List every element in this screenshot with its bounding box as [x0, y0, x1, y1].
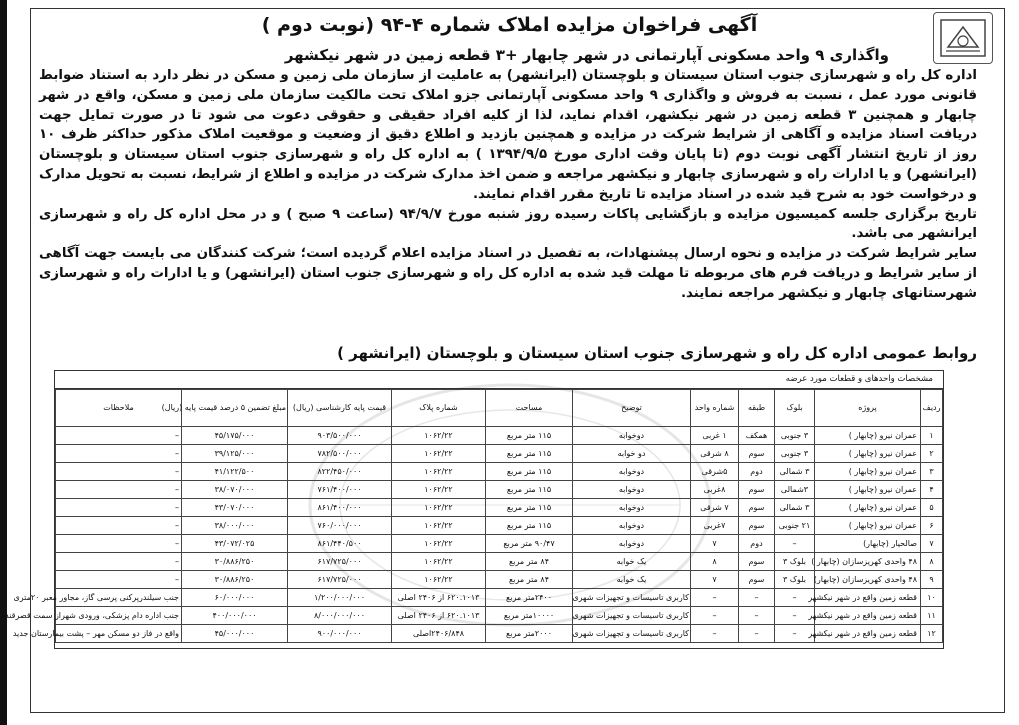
table-cell: دوم [739, 463, 775, 481]
table-row [56, 625, 943, 643]
table-row [56, 571, 943, 589]
table-cell: ۱۰۶۲/۲۲ [392, 445, 486, 463]
table-cell: ۳ [921, 463, 943, 481]
table-cell: – [775, 607, 815, 625]
table-cell: – [691, 625, 739, 643]
table-cell: ۷غربی [691, 517, 739, 535]
table-cell: ۲ [921, 445, 943, 463]
table-cell: ۱۰۶۲/۲۲ [392, 481, 486, 499]
table-cell: کاربری تاسیسات و تجهیزات شهری [573, 625, 691, 643]
table-cell: ۱۰ [921, 589, 943, 607]
table-cell: ۶۱۷/۷۲۵/۰۰۰ [288, 571, 392, 589]
table-cell: ۱۰۰۰۰متر مربع [486, 607, 573, 625]
table-cell: – [56, 445, 182, 463]
header-cell: ملاحظات [56, 390, 182, 427]
table-cell: یک خوابه [573, 553, 691, 571]
table-cell: ۳۰/۸۸۶/۲۵۰ [182, 571, 288, 589]
paragraph: سایر شرایط شرکت در مزایده و نحوه ارسال پیشنهادات، به تفصیل در اسناد مزایده اعلام گردیده است؛ شرکت کنندگان می بایست جهت آگاهی از سایر شرایط و دریافت فرم های مربوطه تا مهلت قید شده به اداره کل راه و شهرسازی جنوب استان (ایرانشهر) و یا ادارات راه و شهرسازی شهرستانهای چابهار و نیکشهر مراجعه نمایند. [39, 246, 977, 301]
table-cell: – [775, 625, 815, 643]
table-cell: قطعه زمین واقع در شهر نیکشهر [815, 589, 921, 607]
header-cell: توضیح [573, 390, 691, 427]
table-cell: – [739, 607, 775, 625]
table-row [56, 445, 943, 463]
table-row [56, 607, 943, 625]
table-cell: سوم [739, 571, 775, 589]
table-cell: ۸۶۱/۴۴۰/۵۰۰ [288, 535, 392, 553]
table-cell: ۸ شرقی [691, 445, 739, 463]
table-cell: کاربری تاسیسات و تجهیزات شهری [573, 589, 691, 607]
table-cell: بلوک ۳ [775, 553, 815, 571]
table-cell: – [56, 463, 182, 481]
table-cell: ۳۹/۱۲۵/۰۰۰ [182, 445, 288, 463]
table-cell: ۴۵/۱۷۵/۰۰۰ [182, 427, 288, 445]
table-cell: عمران نیرو (چابهار ) [815, 481, 921, 499]
table-cell: ۶ [921, 517, 943, 535]
table-cell: ۱۰۶۲/۲۲ [392, 535, 486, 553]
table-cell: جنب اداره دام پزشکی، ورودی شهراز سمت قصرقند [56, 607, 182, 625]
table-cell: ۷ شرقی [691, 499, 739, 517]
table-cell: عمران نیرو (چابهار ) [815, 445, 921, 463]
table-cell: – [56, 571, 182, 589]
table-cell: ۱۱۵ متر مربع [486, 445, 573, 463]
table-row [56, 535, 943, 553]
table-cell: ۹ [921, 571, 943, 589]
table-cell: ۳۸/۰۰۰/۰۰۰ [182, 517, 288, 535]
page-title: آگهی فراخوان مزایده املاک شماره ۴-۹۴ (نوبت دوم ) [261, 14, 758, 36]
table-cell: ۵ [921, 499, 943, 517]
table-cell: دوخوابه [573, 481, 691, 499]
table-cell: ۸۲۲/۴۵۰/۰۰۰ [288, 463, 392, 481]
table-cell: دوخوابه [573, 517, 691, 535]
table-cell: ۴۸ واحدی کهریزسازان (چابهار ) [815, 553, 921, 571]
table-cell: ۸۶۱/۴۰۰/۰۰۰ [288, 499, 392, 517]
table-cell: ۹۰۳/۵۰۰/۰۰۰ [288, 427, 392, 445]
table-cell: ۸۴ متر مربع [486, 571, 573, 589]
header-cell: ردیف [921, 390, 943, 427]
table-cell: ۱۱۵ متر مربع [486, 427, 573, 445]
table-cell: ۹۰/۴۷ متر مربع [486, 535, 573, 553]
table-cell: ۶۰/۰۰۰/۰۰۰ [182, 589, 288, 607]
table-cell: ۲۱ جنوبی [775, 517, 815, 535]
header-cell: مساحت [486, 390, 573, 427]
table-cell: ۳ شمالی [775, 499, 815, 517]
paragraph: تاریخ برگزاری جلسه کمیسیون مزایده و بازگشایی پاکات رسیده روز شنبه مورخ ۹۴/۹/۷ (ساعت ۹ صبح ) و در محل اداره کل راه و شهرسازی ایرانشهر می باشد. [39, 206, 977, 242]
table-cell: ۷ [691, 571, 739, 589]
table-cell: همکف [739, 427, 775, 445]
table-cell: ۱۱۵ متر مربع [486, 463, 573, 481]
table-cell: ۱۱۵ متر مربع [486, 499, 573, 517]
table-cell: سوم [739, 499, 775, 517]
table-cell: یک خوابه [573, 571, 691, 589]
table-cell: دوخوابه [573, 463, 691, 481]
table-cell: ۶۲۰.۱۰۱۳ از ۲۴۰۶ اصلی [392, 589, 486, 607]
table-cell: ۸غربی [691, 481, 739, 499]
table-cell: ۶۱۷/۷۲۵/۰۰۰ [288, 553, 392, 571]
header-cell: مبلغ تضمین ۵ درصد قیمت پایه (ریال) [182, 390, 288, 427]
table-cell: ۸ [691, 553, 739, 571]
table-cell: ۹۰۰/۰۰۰/۰۰۰ [288, 625, 392, 643]
table-cell: جنب سیلندرپرکنی پرسی گاز، مجاور معبر ۲۰متری [56, 589, 182, 607]
table-cell: قطعه زمین واقع در شهر نیکشهر [815, 607, 921, 625]
announcement-body [39, 66, 977, 304]
table-cell: ۱۱۵ متر مربع [486, 517, 573, 535]
table-cell: ۲۴۰۶/۸۴۸اصلی [392, 625, 486, 643]
table-cell: ۳ شمالی [775, 463, 815, 481]
table-cell: ۱۰۶۲/۲۲ [392, 517, 486, 535]
table-cell: کاربری تاسیسات و تجهیزات شهری [573, 607, 691, 625]
table-cell: ۴۰۰/۰۰۰/۰۰۰ [182, 607, 288, 625]
table-caption: مشخصات واحدهای و قطعات مورد عرضه [55, 371, 943, 389]
table-cell: ۸۴ متر مربع [486, 553, 573, 571]
table-header-row [56, 390, 943, 427]
table-cell: ۱۰۶۲/۲۲ [392, 553, 486, 571]
table-row [56, 589, 943, 607]
table-cell: ۷ [691, 535, 739, 553]
table-cell: – [56, 481, 182, 499]
table-cell: ۱۲ [921, 625, 943, 643]
table-cell: ۶۲۰.۱۰۱۳ از ۲۴۰۶ اصلی [392, 607, 486, 625]
table-cell: بلوک ۳ [775, 571, 815, 589]
page-subtitle: واگذاری ۹ واحد مسکونی آپارتمانی در شهر چابهار +۳ قطعه زمین در شهر نیکشهر [284, 46, 889, 64]
table-cell: عمران نیرو (چابهار ) [815, 499, 921, 517]
signature-line: روابط عمومی اداره کل راه و شهرسازی جنوب استان سیستان و بلوچستان (ایرانشهر ) [337, 344, 977, 362]
table-cell: عمران نیرو (چابهار ) [815, 463, 921, 481]
table-row [56, 463, 943, 481]
table-cell: عمران نیرو (چابهار ) [815, 517, 921, 535]
table-cell: ۳ جنوبی [775, 427, 815, 445]
table-cell: واقع در فاز دو مسکن مهر – پشت بیمارستان جدید [56, 625, 182, 643]
table-cell: – [691, 589, 739, 607]
table-cell: دوخوابه [573, 499, 691, 517]
table-cell: ۴۳/۰۷۰/۰۰۰ [182, 499, 288, 517]
table-cell: – [775, 535, 815, 553]
table-cell: – [691, 607, 739, 625]
table-cell: ۳۸/۰۷۰/۰۰۰ [182, 481, 288, 499]
header-cell: قیمت پایه کارشناسی (ریال) [288, 390, 392, 427]
table-row [56, 517, 943, 535]
table-cell: – [56, 499, 182, 517]
table-cell: ۱/۲۰۰/۰۰۰/۰۰۰ [288, 589, 392, 607]
table-cell: ۳شمالی [775, 481, 815, 499]
table-cell: دو خوابه [573, 445, 691, 463]
table-cell: عمران نیرو (چابهار ) [815, 427, 921, 445]
table-cell: سوم [739, 553, 775, 571]
table-cell: – [56, 535, 182, 553]
table-cell: ۲۴۰۰متر مربع [486, 589, 573, 607]
table-body [5, 427, 943, 643]
properties-table [5, 389, 943, 643]
table-cell: ۱۰۶۲/۲۲ [392, 463, 486, 481]
table-cell: ۱۱ [921, 607, 943, 625]
table-cell: – [739, 625, 775, 643]
table-row [56, 499, 943, 517]
table-cell: ۱۰۶۲/۲۲ [392, 571, 486, 589]
header-cell: شماره واحد [691, 390, 739, 427]
table-cell: دوم [739, 535, 775, 553]
table-cell: ۱ [921, 427, 943, 445]
table-cell: ۷ [921, 535, 943, 553]
table-row [56, 481, 943, 499]
table-cell: ۴ [921, 481, 943, 499]
header-cell: پروژه [815, 390, 921, 427]
table-cell: ۴۵/۰۰۰/۰۰۰ [182, 625, 288, 643]
table-cell: – [775, 589, 815, 607]
table-cell: ۱۰۶۲/۲۲ [392, 499, 486, 517]
table-cell: سوم [739, 445, 775, 463]
table-cell: – [56, 427, 182, 445]
table-row [56, 553, 943, 571]
table-cell: سوم [739, 481, 775, 499]
properties-table-box [5, 370, 944, 649]
table-cell: – [56, 517, 182, 535]
table-cell: ۱۰۶۲/۲۲ [392, 427, 486, 445]
table-cell: ۳ جنوبی [775, 445, 815, 463]
table-cell: ۸ [921, 553, 943, 571]
header-cell: طبقه [739, 390, 775, 427]
table-cell: ۴۱/۱۲۲/۵۰۰ [182, 463, 288, 481]
table-cell: ۱۱۵ متر مربع [486, 481, 573, 499]
table-cell: دوخوابه [573, 535, 691, 553]
table-cell: ۳۰/۸۸۶/۲۵۰ [182, 553, 288, 571]
header-cell: شماره پلاک [392, 390, 486, 427]
table-cell: – [739, 589, 775, 607]
table-cell: ۸/۰۰۰/۰۰۰/۰۰۰ [288, 607, 392, 625]
header-cell: بلوک [775, 390, 815, 427]
table-cell: ۴۳/۰۷۲/۰۲۵ [182, 535, 288, 553]
table-cell: ۷۶۱/۴۰۰/۰۰۰ [288, 481, 392, 499]
table-cell: – [56, 553, 182, 571]
table-cell: ۷۸۲/۵۰۰/۰۰۰ [288, 445, 392, 463]
table-cell: دوخوابه [573, 427, 691, 445]
table-cell: قطعه زمین واقع در شهر نیکشهر [815, 625, 921, 643]
table-cell: صالحیار (چابهار) [815, 535, 921, 553]
table-cell: ۲۰۰۰متر مربع [486, 625, 573, 643]
table-cell: ۱ غربی [691, 427, 739, 445]
table-cell: سوم [739, 517, 775, 535]
paragraph: اداره کل راه و شهرسازی جنوب استان سیستان و بلوچستان (ایرانشهر) به عاملیت از سازمان ملی زمین و مسکن در نظر دارد به استناد ضوابط قانونی مورد عمل ، نسبت به فروش و واگذاری ۹ واحد مسکونی آپارتمانی جزو املاک تحت مالکیت سازمان ملی زمین و مسکن، واقع در شهر چابهار و همچنین ۳ قطعه زمین در شهر نیکشهر، اقدام نماید، لذا از کلیه افراد حقیقی و حقوقی دعوت می شود تا در صورت تمایل جهت دریافت اسناد مزایده و آگاهی از شرایط شرکت در مزایده و همچنین بازدید و اطلاع دقیق از وضعیت و موقعیت املاک مذکور حداکثر ظرف ۱۰ روز از تاریخ انتشار آگهی نوبت دوم (تا پایان وقت اداری مورخ ۱۳۹۴/۹/۵ ) به اداره کل راه و شهرسازی جنوب استان سیستان و بلوچستان (ایرانشهر) و یا ادارات راه و شهرسازی چابهار و نیکشهر مراجعه و ضمن اخذ مدارک شرکت در مزایده و اطلاع از شرایط، نسبت به تحویل مدارک و درخواست خود به شرح قید شده در اسناد مزایده تا تاریخ مقرر اقدام نمایند. [39, 68, 977, 202]
table-cell: ۴۸ واحدی کهریزسازان (چابهار) [815, 571, 921, 589]
table-row [56, 427, 943, 445]
table-cell: ۷۶۰/۰۰۰/۰۰۰ [288, 517, 392, 535]
table-cell: ۵شرقی [691, 463, 739, 481]
